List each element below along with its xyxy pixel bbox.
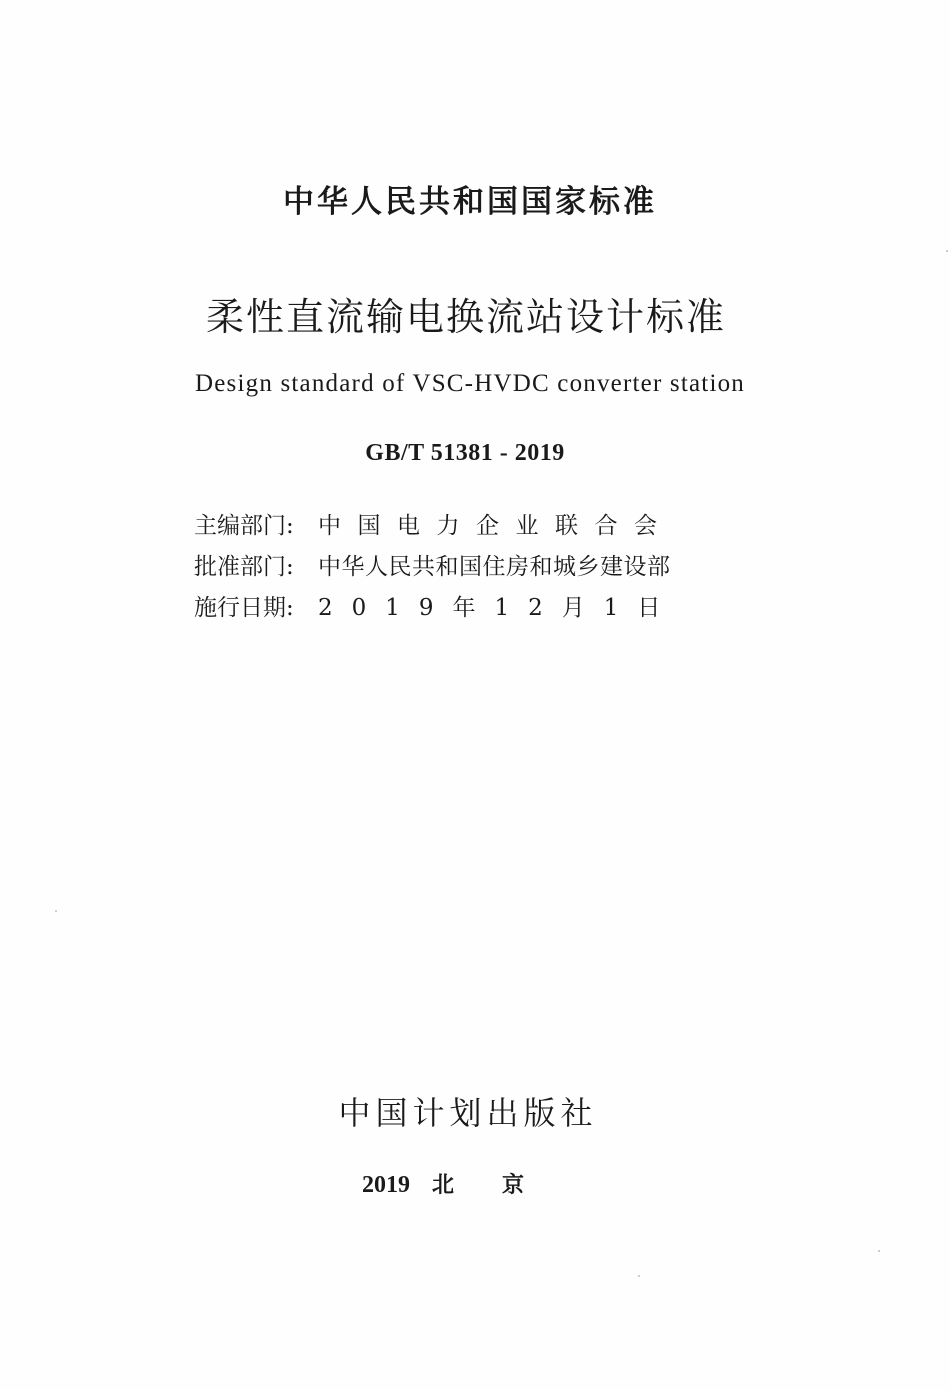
standard-title-chinese: 柔性直流输电换流站设计标准 bbox=[205, 295, 726, 339]
editor-value: 中国电力企业联合会 bbox=[318, 513, 674, 539]
publisher-name: 中国计划出版社 bbox=[338, 1094, 598, 1132]
effective-date-row bbox=[194, 592, 754, 624]
approver-value: 中华人民共和国住房和城乡建设部 bbox=[318, 554, 671, 580]
effective-date-value: 2019年12月1日 bbox=[318, 595, 680, 621]
publication-city: 北京 bbox=[431, 1173, 572, 1198]
editor-label: 主编部门: bbox=[194, 513, 294, 539]
scan-speck bbox=[878, 1250, 880, 1252]
editor-row bbox=[194, 510, 754, 542]
national-standard-heading: 中华人民共和国国家标准 bbox=[283, 184, 657, 220]
scan-speck bbox=[55, 910, 57, 912]
publication-place bbox=[0, 1168, 950, 1199]
scan-speck bbox=[946, 250, 948, 252]
standard-title-english: Design standard of VSC-HVDC converter station bbox=[195, 370, 745, 397]
scan-speck bbox=[638, 1275, 640, 1277]
standard-code: GB/T 51381 - 2019 bbox=[365, 440, 565, 466]
approver-row bbox=[194, 551, 754, 583]
effective-date-label: 施行日期: bbox=[194, 595, 294, 621]
approver-label: 批准部门: bbox=[194, 554, 294, 580]
publication-year: 2019 bbox=[361, 1172, 410, 1198]
